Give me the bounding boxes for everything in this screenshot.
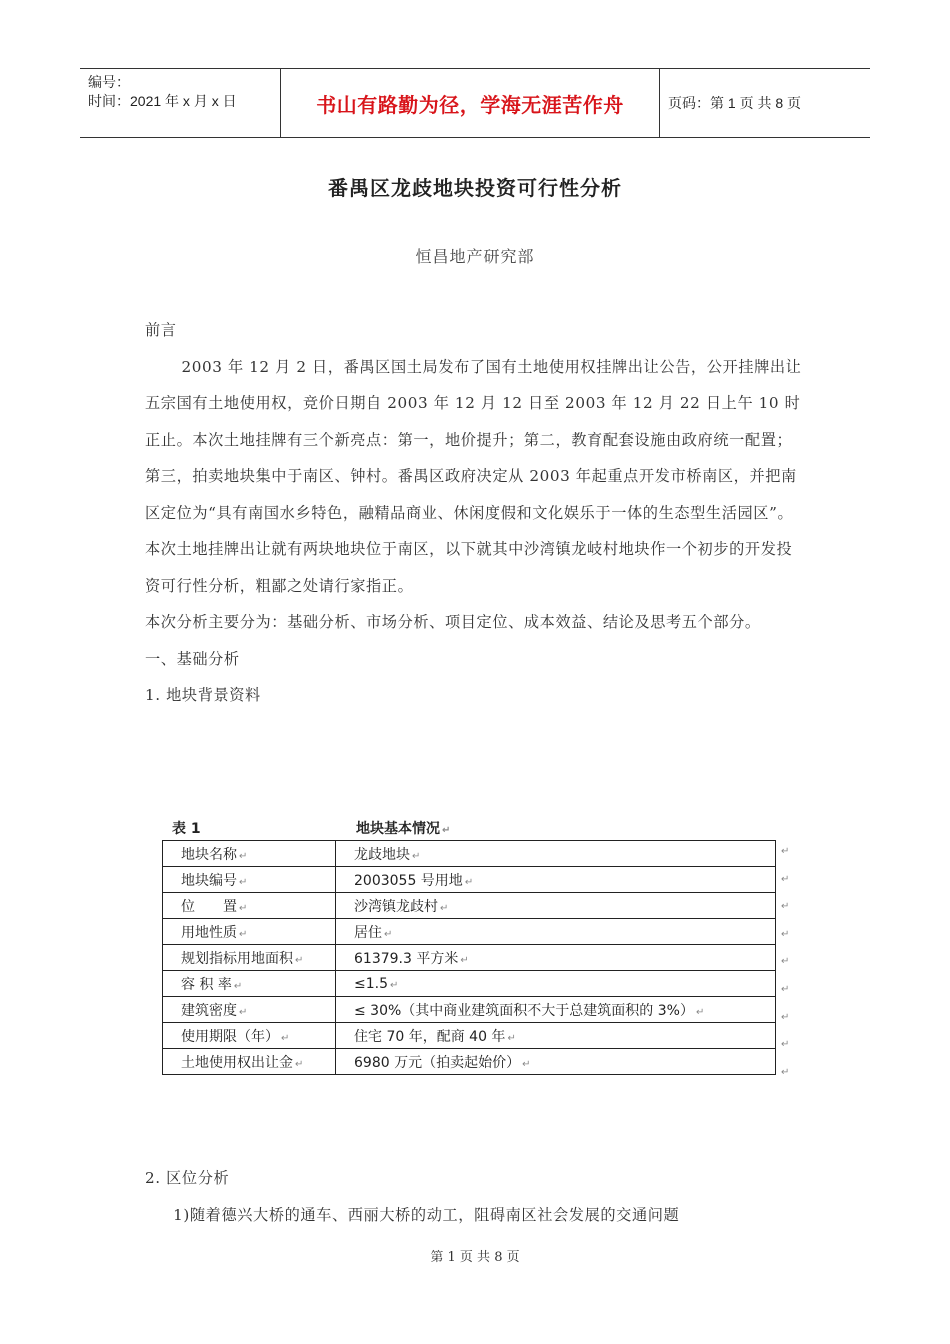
table-cell-value: 沙湾镇龙歧村 ↵ [336,893,776,919]
table-row [163,919,776,945]
table-cell-value: 6980 万元（拍卖起始价） ↵ [336,1049,776,1075]
header-meta [80,69,281,137]
table-row [163,867,776,893]
document-title: 番禺区龙歧地块投资可行性分析 [328,176,622,200]
table-cell-key: 使用期限（年） ↵ [163,1023,336,1049]
table-cell-value: 61379.3 平方米 ↵ [336,945,776,971]
section-heading-basic-analysis: 一、基础分析 [145,649,240,668]
land-info-table [162,840,776,1075]
table-row [163,1049,776,1075]
table-row [163,1023,776,1049]
table-row [163,971,776,997]
row-end-mark: ↵ [781,984,790,995]
table-cell-key: 地块名称 ↵ [163,841,336,867]
row-end-mark: ↵ [781,873,790,885]
document-number-label: 编号： [88,74,130,90]
table-cell-key: 用地性质 ↵ [163,919,336,945]
table-row [163,945,776,971]
page-footer: 第 1 页 共 8 页 [430,1250,520,1265]
table-cell-key: 容 积 率 ↵ [163,971,336,997]
table-cell-key: 位 置 ↵ [163,893,336,919]
row-end-mark: ↵ [781,901,790,913]
table-row [163,841,776,867]
table-cell-value: ≤1.5 ↵ [336,971,776,997]
table-cell-value: 2003055 号用地 ↵ [336,867,776,893]
table-row [163,893,776,919]
preface-heading: 前言 [145,321,177,339]
page-header [80,68,870,138]
document-body [145,312,805,714]
row-end-mark: ↵ [781,1039,790,1051]
table-caption-number: 表 1 [172,821,201,837]
table-cell-key: 规划指标用地面积 ↵ [163,945,336,971]
table-cell-value: 龙歧地块 ↵ [336,841,776,867]
table-cell-key: 建筑密度 ↵ [163,997,336,1023]
header-motto: 书山有路勤为径，学海无涯苦作舟 [281,69,660,137]
table-cell-key: 土地使用权出让金 ↵ [163,1049,336,1075]
document-author: 恒昌地产研究部 [415,247,535,266]
preface-paragraph: 2003 年 12 月 2 日，番禺区国土局发布了国有土地使用权挂牌出让公告，公开挂牌出让五宗国有土地使用权，竞价日期自 2003 年 12 月 12 日至 2003 年 12 月 22 日上午 10 时正止。本次土地挂牌有三个新亮点：第一，地价提升；第二，教育配套设施由政府统一配置；第三，拍卖地块集中于南区、钟村。番禺区政府决定从 2003 年起重点开发市桥南区，并把南区定位为“具有南国水乡特色，融精品商业、休闲度假和文化娱乐于一体的生态型生活园区”。本次土地挂牌出让就有两块地块位于南区，以下就其中沙湾镇龙岐村地块作一个初步的开发投资可行性分析，粗鄙之处请行家指正。 [145,357,802,595]
row-end-mark: ↵ [781,846,790,857]
table-cell-value: 住宅 70 年，配商 40 年 ↵ [336,1023,776,1049]
table-cell-value: ≤ 30%（其中商业建筑面积不大于总建筑面积的 3%） ↵ [336,997,776,1023]
section-2 [145,1160,805,1234]
row-end-mark: ↵ [781,1011,790,1023]
location-paragraph: 1)随着德兴大桥的通车、西丽大桥的动工，阻碍南区社会发展的交通问题 [173,1206,680,1224]
row-end-mark: ↵ [781,1066,790,1078]
table-row [163,997,776,1023]
row-end-mark: ↵ [781,928,790,940]
header-page-info: 页码：第 1 页 共 8 页 [668,95,802,111]
table-caption-title: 地块基本情况 ↵ [356,821,451,837]
subsection-heading-land-background: 1. 地块背景资料 [145,686,261,704]
subsection-heading-location-analysis: 2. 区位分析 [145,1169,230,1187]
table-cell-value: 居住 ↵ [336,919,776,945]
row-end-mark: ↵ [781,956,790,968]
analysis-overview-paragraph: 本次分析主要分为：基础分析、市场分析、项目定位、成本效益、结论及思考五个部分。 [145,613,761,631]
document-date-label: 时间：2021 年 x 月 x 日 [88,93,237,109]
table-cell-key: 地块编号 ↵ [163,867,336,893]
